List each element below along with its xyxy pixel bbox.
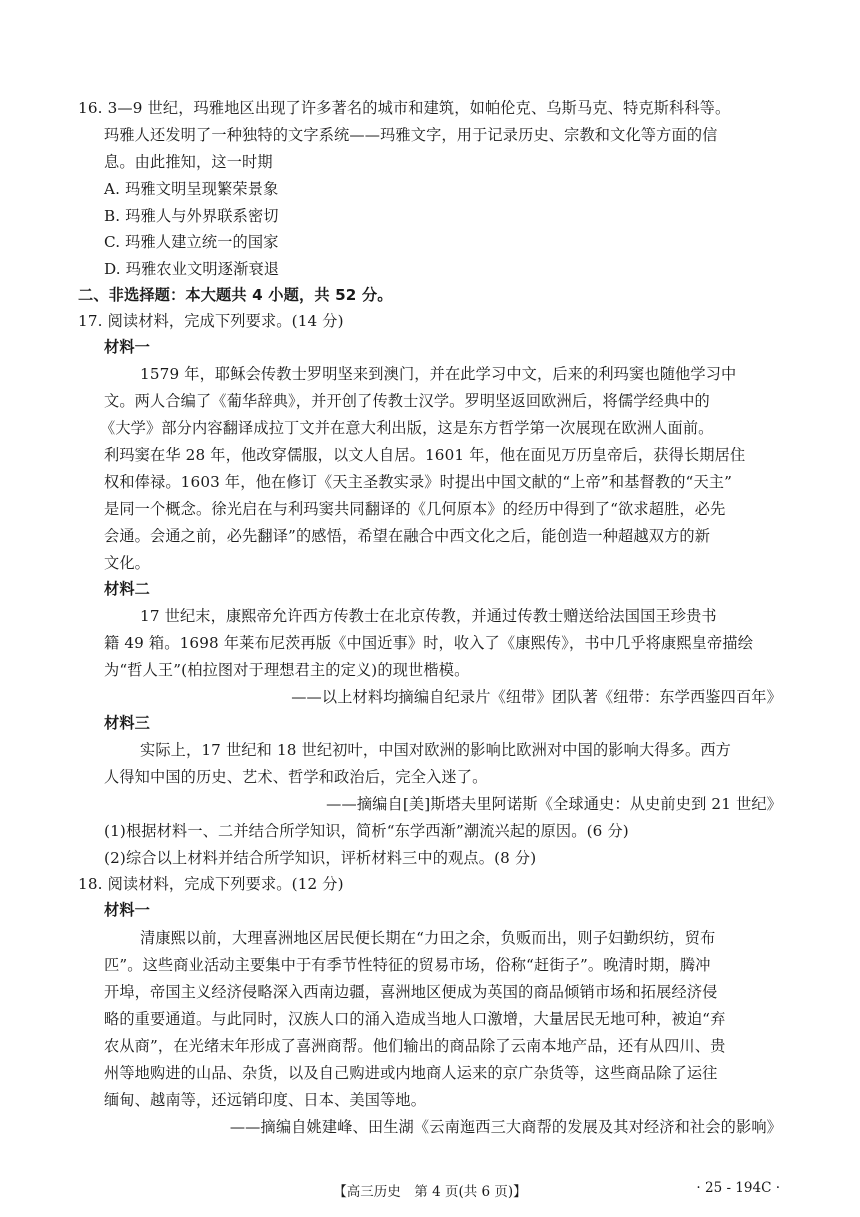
q16-stem-line-2: 玛雅人还发明了一种独特的文字系统——玛雅文字，用于记录历史、宗教和文化等方面的信 <box>104 126 718 144</box>
q18-m1-line-5: 农从商”，在光绪末年形成了喜洲商帮。他们输出的商品除了云南本地产品，还有从四川、贵 <box>104 1037 726 1055</box>
q17-m3-source: ——摘编自[美]斯塔夫里阿诺斯《全球通史：从史前史到 21 世纪》 <box>326 795 782 813</box>
q18-m1-line-6: 州等地购进的山品、杂货，以及自己购进或内地商人运来的京广杂货等，这些商品除了运往 <box>104 1064 718 1082</box>
q17-m1-line-1: 1579 年，耶稣会传教士罗明坚来到澳门，并在此学习中文，后来的利玛窦也随他学习中 <box>140 365 737 383</box>
q17-requirement-2: (2)综合以上材料并结合所学知识，评析材料三中的观点。(8 分) <box>104 849 537 867</box>
section-2-title: 二、非选择题：本大题共 4 小题，共 52 分。 <box>78 286 393 304</box>
q17-m1-line-3: 《大学》部分内容翻译成拉丁文并在意大利出版，这是东方哲学第一次展现在欧洲人面前。 <box>100 419 714 437</box>
q17-m2-line-2: 籍 49 箱。1698 年莱布尼茨再版《中国近事》时，收入了《康熙传》，书中几乎将康熙皇帝描绘 <box>104 634 754 652</box>
q18-stem: 18. 阅读材料，完成下列要求。(12 分) <box>78 875 344 893</box>
q18-m1-line-1: 清康熙以前，大理喜洲地区居民便长期在“力田之余，负贩而出，则子妇勤织纺，贸布 <box>140 929 716 947</box>
q17-stem: 17. 阅读材料，完成下列要求。(14 分) <box>78 312 344 330</box>
q16-stem-line-1: 16. 3—9 世纪，玛雅地区出现了许多著名的城市和建筑，如帕伦克、乌斯马克、特克斯科科等。 <box>78 99 731 117</box>
q17-m1-line-5: 权和俸禄。1603 年，他在修订《天主圣教实录》时提出中国文献的“上帝”和基督教的“天主” <box>104 473 733 491</box>
q17-m1-line-4: 利玛窦在华 28 年，他改穿儒服，以文人自居。1601 年，他在面见万历皇帝后，获得长期居住 <box>104 446 746 464</box>
q18-m1-line-4: 略的重要通道。与此同时，汉族人口的涌入造成当地人口激增，大量居民无地可种，被迫“弃 <box>104 1010 726 1028</box>
q17-requirement-1: (1)根据材料一、二并结合所学知识，简析“东学西渐”潮流兴起的原因。(6 分) <box>104 822 629 840</box>
q17-m3-line-1: 实际上，17 世纪和 18 世纪初叶，中国对欧洲的影响比欧洲对中国的影响大得多。西方 <box>140 741 731 759</box>
q16-option-c: C. 玛雅人建立统一的国家 <box>104 233 279 251</box>
q17-material-1-label: 材料一 <box>104 338 151 356</box>
q18-m1-source: ——摘编自姚建峰、田生湖《云南迤西三大商帮的发展及其对经济和社会的影响》 <box>229 1118 782 1136</box>
q18-m1-line-2: 匹”。这些商业活动主要集中于有季节性特征的贸易市场，俗称“赶街子”。晚清时期，腾冲 <box>104 956 711 974</box>
q17-m2-line-1: 17 世纪末，康熙帝允许西方传教士在北京传教，并通过传教士赠送给法国国王珍贵书 <box>140 607 717 625</box>
q17-m3-line-2: 人得知中国的历史、艺术、哲学和政治后，完全入迷了。 <box>104 768 488 786</box>
q17-m2-source: ——以上材料均摘编自纪录片《纽带》团队著《纽带：东学西鉴四百年》 <box>291 688 782 706</box>
q17-m1-line-2: 文。两人合编了《葡华辞典》，并开创了传教士汉学。罗明坚返回欧洲后，将儒学经典中的 <box>104 392 710 410</box>
q17-material-2-label: 材料二 <box>104 580 151 598</box>
q17-m1-line-6: 是同一个概念。徐光启在与利玛窦共同翻译的《几何原本》的经历中得到了“欲求超胜，必先 <box>104 500 726 518</box>
paper-code: · 25 - 194C · <box>696 1180 780 1196</box>
page-footer: 【高三历史 第 4 页(共 6 页)】 <box>333 1184 527 1200</box>
q17-material-3-label: 材料三 <box>104 714 151 732</box>
q17-m2-line-3: 为“哲人王”(柏拉图对于理想君主的定义)的现世楷模。 <box>104 661 470 679</box>
q16-option-b: B. 玛雅人与外界联系密切 <box>104 207 279 225</box>
q18-m1-line-3: 开埠，帝国主义经济侵略深入西南边疆，喜洲地区便成为英国的商品倾销市场和拓展经济侵 <box>104 983 718 1001</box>
q17-m1-line-7: 会通。会通之前，必先翻译”的感悟，希望在融合中西文化之后，能创造一种超越双方的新 <box>104 527 711 545</box>
q18-m1-line-7: 缅甸、越南等，还远销印度、日本、美国等地。 <box>104 1091 427 1109</box>
q16-option-d: D. 玛雅农业文明逐渐衰退 <box>104 260 280 278</box>
q18-material-1-label: 材料一 <box>104 901 151 919</box>
q17-m1-line-8: 文化。 <box>104 554 151 572</box>
q16-stem-line-3: 息。由此推知，这一时期 <box>104 153 273 171</box>
q16-option-a: A. 玛雅文明呈现繁荣景象 <box>104 180 279 198</box>
